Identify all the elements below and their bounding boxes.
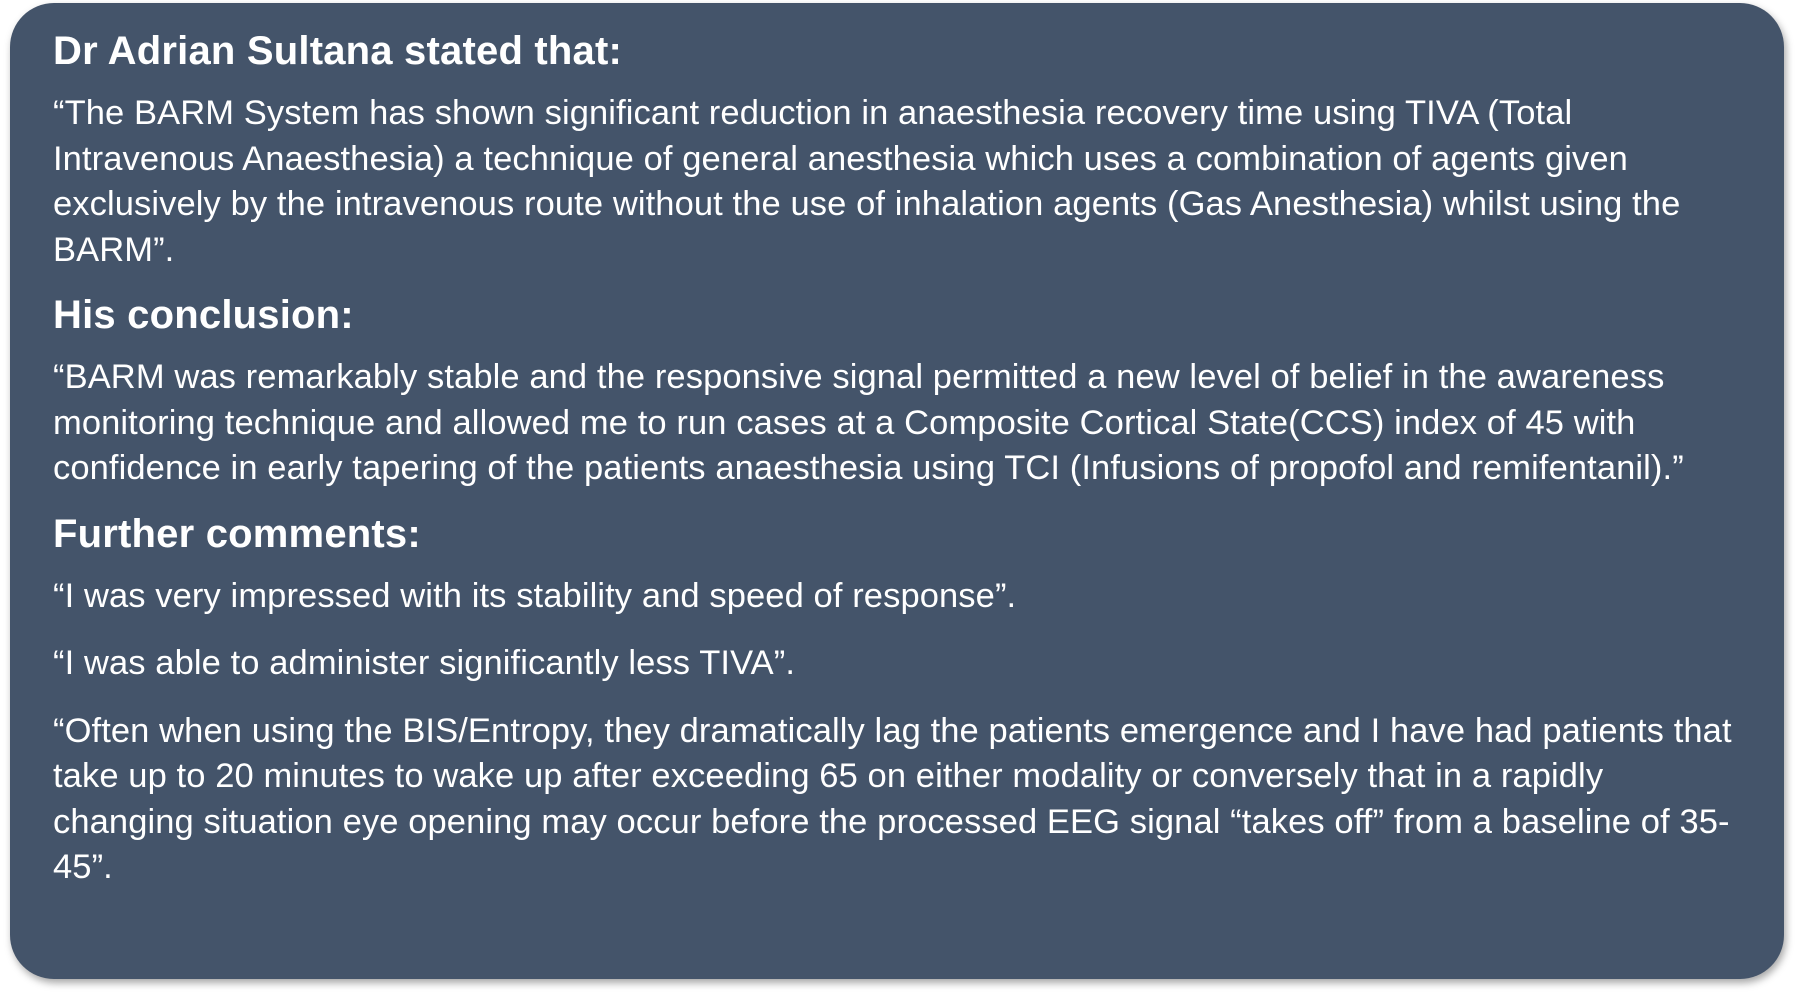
comment-paragraph-1: “I was very impressed with its stability and speed of response”. xyxy=(53,576,1017,615)
conclusion-paragraph: “BARM was remarkably stable and the responsive signal permitted a new level of belief in the awareness monitoring technique and allowed me to run cases at a Composite Cortical State(CCS) index of 45 with confidence in early tapering of the patients anaesthesia using TCI (Infusions of propofol and remifentanil).” xyxy=(53,358,1684,487)
quote-card xyxy=(10,3,1784,979)
comment-paragraph-2: “I was able to administer significantly less TIVA”. xyxy=(53,644,796,682)
section-heading-statement: Dr Adrian Sultana stated that: xyxy=(53,29,623,73)
statement-paragraph: “The BARM System has shown significant reduction in anaesthesia recovery time using TIVA (Total Intravenous Anaesthesia) a technique of general anesthesia which uses a combination of agents given exclusively by the intravenous route without the use of inhalation agents (Gas Anesthesia) whilst using the BARM”. xyxy=(53,94,1681,269)
section-heading-conclusion: His conclusion: xyxy=(53,293,354,337)
section-heading-comments: Further comments: xyxy=(53,511,421,556)
comment-paragraph-3: “Often when using the BIS/Entropy, they dramatically lag the patients emergence and I have had patients that take up to 20 minutes to wake up after exceeding 65 on either modality or conversely that in a rapidly changing situation eye opening may occur before the processed EEG signal “takes off” from a baseline of 35-45”. xyxy=(53,711,1732,886)
